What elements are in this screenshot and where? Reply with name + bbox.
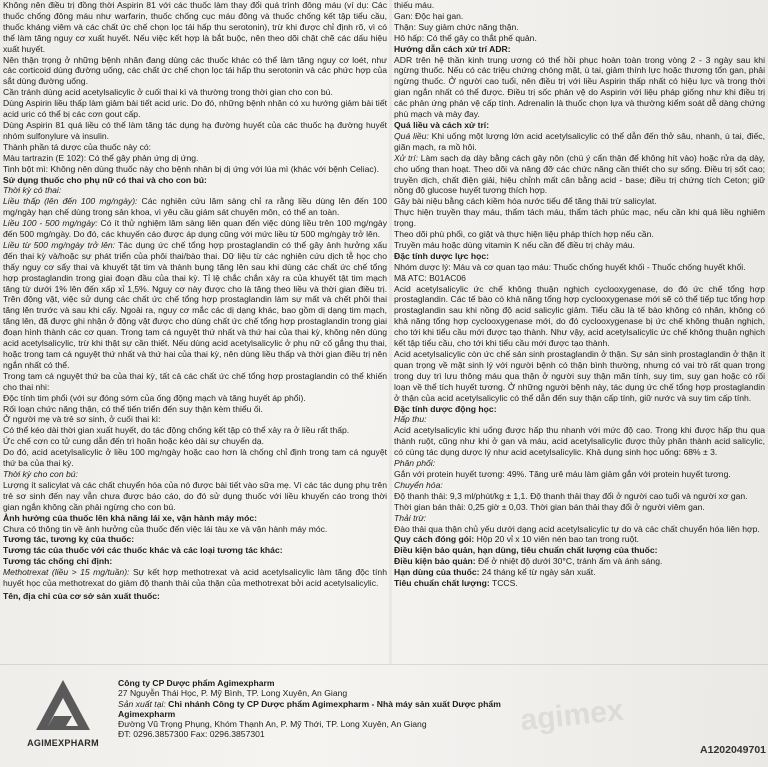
text-paragraph: Acid acetylsalicylic ức chế không thuận nghịch cyclooxygenase, do đó ức chế tổng hợp prostaglandin. Các tế bào có khả năng tổng hợp cyclooxygenase mới sẽ có thể tiếp tục tổng hợp prostaglandin sau khi nồng độ acid salicylic giảm. Tiểu cầu là tế bào không có nhân, không có khả năng tổng hợp cyclooxygenase mới, do đó cyclooxygenase bị ức chế không thuận nghịch, cho tới khi tiểu cầu mới được tạo thành. Như vậy, acid acetylsalicylic ức chế không thuận nghịch kết tập tiểu cầu, cho tới khi tiểu cầu mới được tạo thành. <box>394 283 765 349</box>
text-paragraph: thiếu máu. <box>394 0 435 10</box>
atc-code: Mã ATC: B01AC06 <box>394 272 466 283</box>
text-paragraph: Do đó, acid acetylsalicylic ở liều 100 mg/ngày hoặc cao hơn là chống chỉ định trong tam cá nguyệt thứ ba của thai kỳ. <box>3 447 387 469</box>
sub-heading: Thời kỳ có thai: <box>3 185 62 196</box>
manufacture-address: Đường Vũ Trọng Phụng, Khóm Thạnh An, P. Mỹ Thới, TP. Long Xuyên, An Giang <box>118 719 427 730</box>
sub-heading: Thời kỳ cho con bú: <box>3 468 78 479</box>
text-paragraph: Làm sạch dạ dày bằng cách gây nôn (chú ý cẩn thận để không hít vào) hoặc rửa dạ dày, cho uống than hoạt. Theo dõi và nâng đỡ các chức năng cần thiết cho sự sống. Điều trị sốt cao; truyền dịch, chất điện giải, hiệu chỉnh mất cân bằng acid - base; điều trị chứng tích Ceton; giữ nồng độ glucose huyết tương thích hợp. <box>394 152 765 196</box>
sub-heading: Thải trừ: <box>394 512 427 523</box>
text-paragraph: Màu tartrazin (E 102): Có thể gây phản ứng dị ứng. <box>3 152 199 163</box>
logo-brand-text: AGIMEXPHARM <box>27 738 99 748</box>
text-paragraph: Nên thận trọng ở những bệnh nhân đang dùng các thuốc khác có thể làm tăng nguy cơ loét, như các corticoid dùng đường uống, các chất ức chế chọn lọc tái hấp thu serotonin và các phức hợp của sắt dùng đường uống. <box>3 54 387 87</box>
text-paragraph: Truyền máu hoặc dùng vitamin K nếu cần để điều trị chảy máu. <box>394 239 635 250</box>
contact-phone-fax: ĐT: 0296.3857300 Fax: 0296.3857301 <box>118 729 265 740</box>
section-heading: Quá liều và cách xử trí: <box>394 119 490 130</box>
manufacture-name: Chi nhánh Công ty CP Dược phẩm Agimexpharm - Nhà máy sản xuất Dược phẩm Agimexpharm <box>118 698 501 719</box>
text-paragraph: Lượng ít salicylat và các chất chuyển hóa của nó được bài tiết vào sữa mẹ. Vì các tác dụng phụ trên trẻ sơ sinh đến nay vẫn chưa được báo cáo, do đó sử dụng thuốc với liều khuyến cáo trong thời gian ngắn không cần phải ngừng cho con bú. <box>3 479 387 512</box>
section-heading: Tương tác, tương kỵ của thuốc: <box>3 534 135 545</box>
text-paragraph: Không nên điều trị đồng thời Aspirin 81 với các thuốc làm thay đổi quá trình đông máu (ví dụ: Các thuốc chống đông máu như warfarin, thuốc chống cục máu đông và thuốc chống kết tập tiểu cầu, thuốc kháng viêm và các chất ức chế chọn lọc tái hấp thu serotonin), trừ khi được chỉ định rõ, vì có thể làm tăng nguy cơ xuất huyết. Nếu việc kết hợp là bắt buộc, nên theo dõi chặt chẽ các dấu hiệu xuất huyết. <box>3 0 387 54</box>
text-paragraph: Độc tính tim phổi (với sự đóng sớm của ống động mạch và tăng huyết áp phổi). <box>3 392 306 403</box>
text-paragraph: Hộp 20 vỉ x 10 viên nén bao tan trong ruột. <box>474 534 640 545</box>
manufacturer-footer <box>0 664 768 767</box>
text-paragraph: Gan: Độc hại gan. <box>394 10 464 21</box>
section-heading: Tên, địa chỉ của cơ sở sản xuất thuốc: <box>3 590 160 601</box>
item-label: Hạn dùng của thuốc: <box>394 567 480 578</box>
document-code: A1202049701 <box>700 744 766 756</box>
text-paragraph: Trong tam cá nguyệt thứ ba của thai kỳ, tất cả các chất ức chế tổng hợp prostaglandin có thể khiến cho thai nhi: <box>3 370 387 392</box>
item-label: Tiêu chuẩn chất lượng: <box>394 578 490 589</box>
text-paragraph: Tinh bột mì: Không nên dùng thuốc này cho bệnh nhân bị dị ứng với lúa mì (khác với bệnh Celiac). <box>3 163 379 174</box>
section-heading: Ảnh hưởng của thuốc lên khả năng lái xe, vận hành máy móc: <box>3 512 257 523</box>
text-paragraph: Gắn với protein huyết tương: 49%. Tăng urê máu làm giảm gắn với protein huyết tương. <box>394 468 731 479</box>
company-logo <box>8 676 118 762</box>
text-paragraph: Tác dụng ức chế tổng hợp prostaglandin có thể gây ảnh hưởng xấu đến thai kỳ và/hoặc sự phát triển của phôi thai/bào thai. Dữ liệu từ các nghiên cứu dịch tễ học cho thấy nguy cơ sẩy thai và khuyết tật tim và thành bụng tăng lên sau khi dùng các chất ức chế tổng hợp prostaglandin trong giai đoạn đầu của thai kỳ. Tỉ lệ chắc chắn xảy ra của khuyết tật tim mạch tăng từ dưới 1% lên đến xấp xỉ 1,5%. Nguy cơ này được cho là tăng theo liều và thời gian điều trị. Trên động vật, việc sử dụng các chất ức chế tổng hợp prostaglandin làm sự mất và chết phôi thai tăng lên trước và sau khi cấy. Ngoài ra, nguy cơ mắc các dị dạng khác, bao gồm dị dạng tim mạch, tăng lên, đã được ghi nhận ở động vật được cho dùng chất ức chế tổng hợp prostaglandin trong giai đoạn hình thành các cơ quan. Trong tam cá nguyệt thứ nhất và thứ hai của thai kỳ, không nên dùng acid acetylsalicylic, trừ khi thật sự cần thiết. Nếu dùng acid acetylsalicylic ở phụ nữ cố gắng thụ thai, hoặc trong tam cá nguyệt thứ nhất và thứ hai của thai kỳ, nên dùng liều thấp và thời gian điều trị nên ngắn nhất có thể. <box>3 239 387 370</box>
text-paragraph: Đào thải qua thận chủ yếu dưới dạng acid acetylsalicylic tự do và các chất chuyển hóa liên hợp. <box>394 523 760 534</box>
text-paragraph: Cần tránh dùng acid acetylsalicylic ở cuối thai kì và thường trong thời gian cho con bú. <box>3 87 333 98</box>
sub-heading: Hấp thu: <box>394 414 427 425</box>
text-paragraph: Các nghiên cứu lâm sàng chỉ ra rằng liều dùng lên đến 100 mg/ngày hạn chế dùng trong sản khoa, vì yêu cầu giám sát chuyên môn, có thể an toàn. <box>3 196 387 218</box>
item-label: Quá liều: <box>394 130 429 141</box>
right-column <box>394 0 765 589</box>
text-paragraph: Ở người mẹ và trẻ sơ sinh, ở cuối thai kì: <box>3 414 161 425</box>
text-paragraph: 24 tháng kể từ ngày sản xuất. <box>479 567 596 578</box>
item-label: Quy cách đóng gói: <box>394 534 475 545</box>
section-heading: Hướng dẫn cách xử trí ADR: <box>394 43 511 54</box>
logo-mark-icon <box>8 676 118 736</box>
text-paragraph: Thực hiện truyền thay máu, thẩm tách máu, thẩm tách phúc mạc, nếu cần khi quá liều nghiêm trọng. <box>394 207 765 229</box>
section-heading: Đặc tính dược lực học: <box>394 250 489 261</box>
section-heading: Điều kiện bảo quản, hạn dùng, tiêu chuẩn chất lượng của thuốc: <box>394 545 658 556</box>
dose-label: Liều từ 500 mg/ngày trở lên: <box>3 239 116 250</box>
text-paragraph: Thận: Suy giảm chức năng thận. <box>394 21 519 32</box>
sub-heading: Tương tác chống chỉ định: <box>3 556 113 567</box>
sub-heading: Phân phối: <box>394 458 436 469</box>
text-paragraph: Dùng Aspirin liều thấp làm giảm bài tiết acid uric. Do đó, những bệnh nhân có xu hướng giảm bài tiết acid uric có thể bị các cơn gout cấp. <box>3 98 387 120</box>
dose-label: Liều 100 - 500 mg/ngày: <box>3 218 98 229</box>
text-paragraph: Hô hấp: Có thể gây co thắt phế quản. <box>394 32 537 43</box>
section-heading: Sử dụng thuốc cho phụ nữ có thai và cho con bú: <box>3 174 207 185</box>
text-paragraph: Thành phần tá dược của thuốc này có: <box>3 141 152 152</box>
text-paragraph: ADR trên hệ thần kinh trung ương có thể hồi phục hoàn toàn trong vòng 2 - 3 ngày sau khi ngừng thuốc. Nếu có các triệu chứng chóng mặt, ù tai, giảm thính lực hoặc thương tổn gan, phải ngừng thuốc. Ở người cao tuổi, nên điều trị với liều Aspirin thấp nhất có hiệu lực và trong thời gian ngắn nhất có thể được. Điều trị sốc phản vệ do Aspirin với liệu pháp giống như khi điều trị các phản ứng phản vệ cấp tính. Adrenalin là thuốc chọn lựa và thường kiểm soát dễ dàng chứng phù mạch và mày đay. <box>394 54 765 120</box>
text-paragraph: Nhóm dược lý: Máu và cơ quan tạo máu: Thuốc chống huyết khối - Thuốc chống huyết khối. <box>394 261 746 272</box>
text-paragraph: Gây bài niệu bằng cách kiềm hóa nước tiểu để tăng thải trừ salicylat. <box>394 196 657 207</box>
text-paragraph: Acid acetylsalicylic khi uống được hấp thu nhanh với mức độ cao. Trong khi được hấp thu qua thành ruột, cũng như khi ở gan và máu, acid acetylsalicylic được thủy phân thành acid salicylic, có cùng tác dụng dược lý như acid acetylsalicylic. Khả dụng sinh học uống: 68% ± 3. <box>394 425 765 458</box>
text-paragraph: Chưa có thông tin về ảnh hưởng của thuốc đến việc lái tàu xe và vận hành máy móc. <box>3 523 328 534</box>
company-info <box>118 678 518 740</box>
left-column <box>3 0 387 602</box>
text-paragraph: Độ thanh thải: 9,3 ml/phút/kg ± 1,1. Độ thanh thải thay đổi ở người cao tuổi và người xơ gan. <box>394 490 748 501</box>
item-label: Điều kiện bảo quản: <box>394 556 476 567</box>
text-paragraph: Để ở nhiệt độ dưới 30°C, tránh ẩm và ánh sáng. <box>475 556 663 567</box>
text-paragraph: Acid acetylsalicylic còn ức chế sản sinh prostaglandin ở thận. Sự sản sinh prostaglandin ở thận ít quan trọng về mặt sinh lý với người bệnh có thận bình thường, nhưng có vai trò rất quan trọng trong duy trì lưu thông máu qua thận ở người suy thận mãn tính, suy tim, suy gan hoặc có rối loạn về thể tích huyết tương. Ở những người bệnh này, tác dụng ức chế tổng hợp prostaglandin ở thận của acid acetylsalicylic có thể dẫn đến suy thận cấp tính, giữ nước và suy tim cấp tính. <box>394 349 765 403</box>
text-paragraph: TCCS. <box>489 578 518 589</box>
text-paragraph: Rối loạn chức năng thận, có thể tiến triển đến suy thận kèm thiểu ối. <box>3 403 263 414</box>
company-name: Công ty CP Dược phẩm Agimexpharm <box>118 678 275 688</box>
text-paragraph: Có thể kéo dài thời gian xuất huyết, do tác động chống kết tập có thể xảy ra ở liều rất thấp. <box>3 425 350 436</box>
text-paragraph: Ức chế cơn co tử cung dẫn đến trì hoãn hoặc kéo dài sự chuyển dạ. <box>3 436 264 447</box>
manufacture-label: Sản xuất tại: <box>118 698 166 709</box>
sub-heading: Chuyển hóa: <box>394 479 443 490</box>
company-address: 27 Nguyễn Thái Học, P. Mỹ Bình, TP. Long Xuyên, An Giang <box>118 688 348 699</box>
sub-heading: Tương tác của thuốc với các thuốc khác và các loại tương tác khác: <box>3 545 283 556</box>
text-paragraph: Sự kết hợp methotrexat và acid acetylsalicylic làm tăng độc tính huyết học của methotrexat do giảm độ thanh thải của thận của methotrexat bởi acid acetylsalicylic. <box>3 567 387 589</box>
dose-label: Liều thấp (lên đến 100 mg/ngày): <box>3 196 138 207</box>
item-label: Xử trí: <box>394 152 418 163</box>
faded-watermark: agimex <box>518 693 626 738</box>
section-heading: Đặc tính dược động học: <box>394 403 497 414</box>
text-paragraph: Theo dõi phù phổi, co giật và thực hiện liệu pháp thích hợp nếu cần. <box>394 229 654 240</box>
fold-line <box>389 0 392 664</box>
text-paragraph: Thời gian bán thải: 0,25 giờ ± 0,03. Thời gian bán thải thay đổi ở người viêm gan. <box>394 501 705 512</box>
text-paragraph: Khi uống một lượng lớn acid acetylsalicylic có thể dẫn đến thở sâu, nhanh, ù tai, điếc, giãn mạch, ra mồ hôi. <box>394 130 765 152</box>
dose-label: Methotrexat (liều > 15 mg/tuần): <box>3 567 130 578</box>
text-paragraph: Dùng Aspirin 81 quá liều có thể làm tăng tác dụng hạ đường huyết của các thuốc hạ đường huyết nhóm sulfonylure và insulin. <box>3 119 387 141</box>
text-paragraph: Có ít thử nghiệm lâm sàng liên quan đến việc dùng liều trên 100 mg/ngày đến 500 mg/ngày. Do đó, các khuyến cáo được áp dụng cũng với mức liều từ 500 mg/ngày trở lên. <box>3 218 387 240</box>
